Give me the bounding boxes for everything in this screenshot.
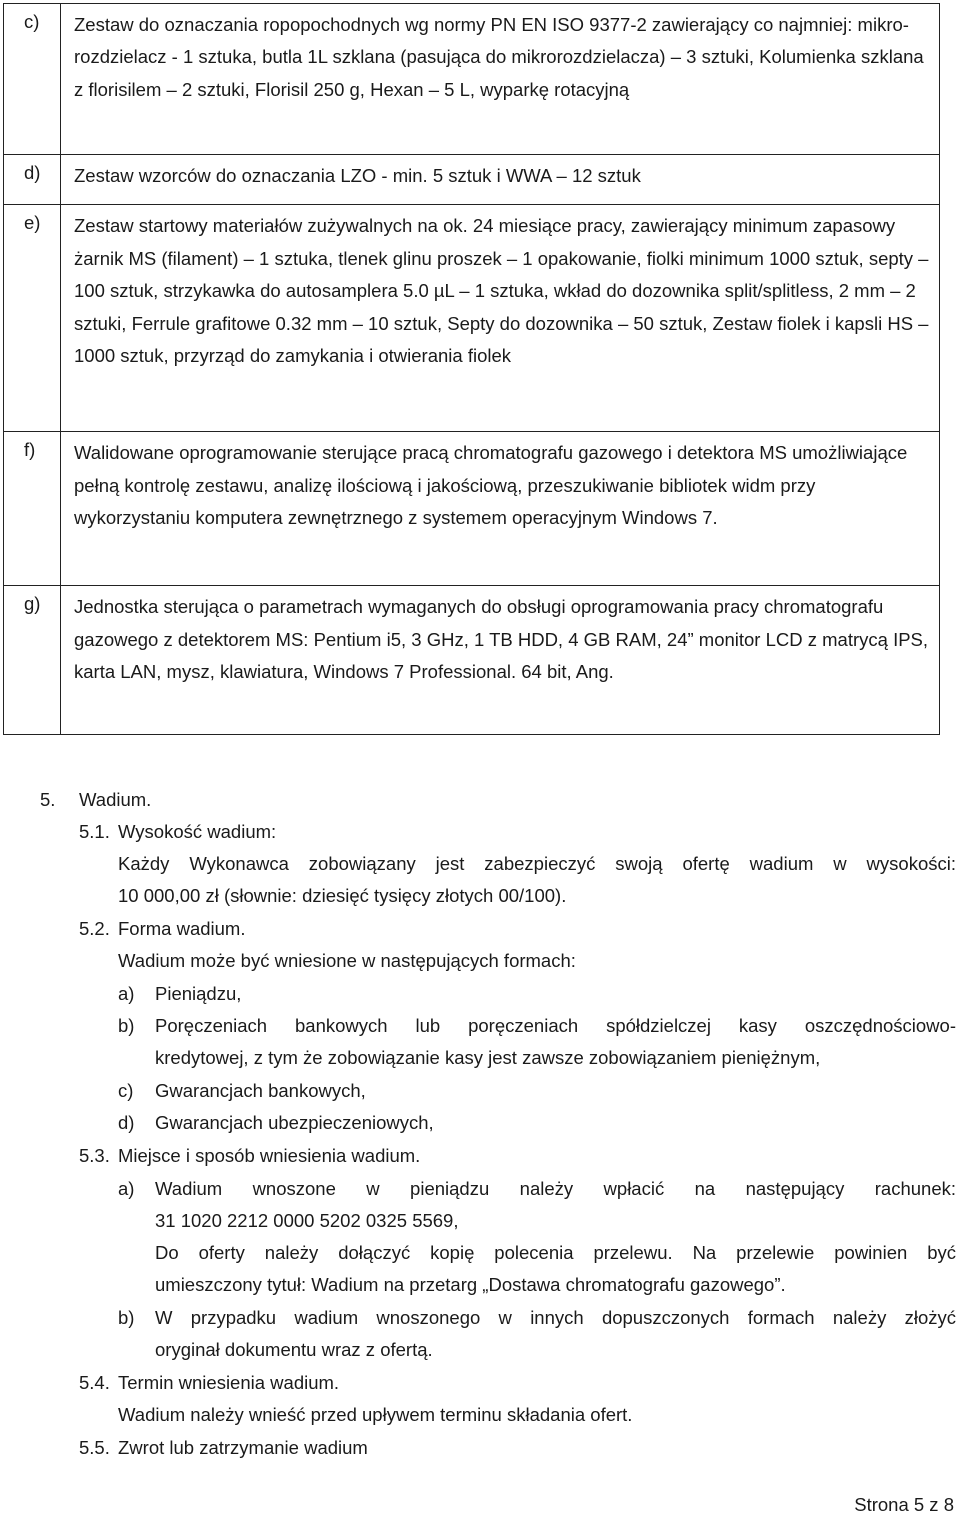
row-label: e) — [4, 205, 61, 432]
subsection-number: 5.3. — [79, 1145, 110, 1166]
list-marker: c) — [118, 1080, 134, 1101]
list-item: Wadium wnoszone w pieniądzu należy wpłacić na następujący rachunek: — [155, 1178, 956, 1199]
list-item: Pieniądzu, — [155, 983, 242, 1004]
row-text: Zestaw wzorców do oznaczania LZO - min. 5 sztuk i WWA – 12 sztuk — [61, 155, 940, 205]
list-item-cont: oryginał dokumentu wraz z ofertą. — [155, 1339, 433, 1360]
list-item: Gwarancjach bankowych, — [155, 1080, 366, 1101]
subsection-title: Miejsce i sposób wniesienia wadium. — [118, 1145, 421, 1166]
list-item-cont: Do oferty należy dołączyć kopię polecenia przelewu. Na przelewie powinien być — [155, 1242, 956, 1263]
subsection-number: 5.4. — [79, 1372, 110, 1393]
list-marker: a) — [118, 983, 135, 1004]
table-row — [4, 205, 940, 432]
paragraph: Wadium należy wnieść przed upływem terminu składania ofert. — [118, 1404, 633, 1425]
section-number: 5. — [40, 789, 56, 810]
paragraph: Każdy Wykonawca zobowiązany jest zabezpieczyć swoją ofertę wadium w wysokości: — [118, 853, 956, 874]
list-item-cont: kredytowej, z tym że zobowiązanie kasy jest zawsze zobowiązaniem pieniężnym, — [155, 1047, 821, 1068]
table-row — [4, 4, 940, 155]
list-item: Poręczeniach bankowych lub poręczeniach spółdzielczej kasy oszczędnościowo- — [155, 1015, 956, 1036]
equipment-table — [3, 3, 940, 735]
list-item: Gwarancjach ubezpieczeniowych, — [155, 1112, 434, 1133]
table-row — [4, 432, 940, 586]
table-row — [4, 586, 940, 735]
paragraph: Wadium może być wniesione w następujących formach: — [118, 950, 576, 971]
subsection-title: Termin wniesienia wadium. — [118, 1372, 340, 1393]
row-label: f) — [4, 432, 61, 586]
bank-account: 31 1020 2212 0000 5202 0325 5569, — [155, 1210, 459, 1231]
row-text: Zestaw startowy materiałów zużywalnych na ok. 24 miesiące pracy, zawierający minimum zapasowy żarnik MS (filament) – 1 sztuka, tlenek glinu proszek – 1 opakowanie, fiolki minimum 1000 sztuk, septy – 100 sztuk, strzykawka do autosamplera 5.0 µL – 1 sztuka, wkład do dozownika split/splitless, 2 mm – 2 sztuki, Ferrule grafitowe 0.32 mm – 10 sztuk, Septy do dozownika – 50 sztuk, Zestaw fiolek i kapsli HS – 1000 sztuk, przyrząd do zamykania i otwierania fiolek — [61, 205, 940, 432]
list-marker: b) — [118, 1015, 135, 1036]
paragraph: 10 000,00 zł (słownie: dziesięć tysięcy złotych 00/100). — [118, 885, 567, 906]
row-text: Walidowane oprogramowanie sterujące pracą chromatografu gazowego i detektora MS umożliwiające pełną kontrolę zestawu, analizę ilościową i jakościową, przeszukiwanie bibliotek widm przy wykorzystaniu komputera zewnętrznego z systemem operacyjnym Windows 7. — [61, 432, 940, 586]
row-label: g) — [4, 586, 61, 735]
subsection-title: Forma wadium. — [118, 918, 246, 939]
subsection-number: 5.1. — [79, 821, 110, 842]
subsection-title: Zwrot lub zatrzymanie wadium — [118, 1437, 368, 1458]
list-marker: b) — [118, 1307, 135, 1328]
subsection-number: 5.5. — [79, 1437, 110, 1458]
list-item-cont: umieszczony tytuł: Wadium na przetarg „Dostawa chromatografu gazowego”. — [155, 1274, 786, 1295]
list-marker: d) — [118, 1112, 135, 1133]
table-row — [4, 155, 940, 205]
list-marker: a) — [118, 1178, 135, 1199]
page-number: Strona 5 z 8 — [854, 1494, 954, 1515]
section-title: Wadium. — [79, 789, 152, 810]
subsection-number: 5.2. — [79, 918, 110, 939]
list-item: W przypadku wadium wnoszonego w innych dopuszczonych formach należy złożyć — [155, 1307, 956, 1328]
row-text: Zestaw do oznaczania ropopochodnych wg normy PN EN ISO 9377-2 zawierający co najmniej: mikro-rozdzielacz - 1 sztuka, butla 1L szklana (pasująca do mikrorozdzielacza) – 3 sztuki, Kolumienka szklana z florisilem – 2 sztuki, Florisil 250 g, Hexan – 5 L, wyparkę rotacyjną — [61, 4, 940, 155]
row-label: c) — [4, 4, 61, 155]
row-text: Jednostka sterująca o parametrach wymaganych do obsługi oprogramowania pracy chromatografu gazowego z detektorem MS: Pentium i5, 3 GHz, 1 TB HDD, 4 GB RAM, 24” monitor LCD z matrycą IPS, karta LAN, mysz, klawiatura, Windows 7 Professional. 64 bit, Ang. — [61, 586, 940, 735]
row-label: d) — [4, 155, 61, 205]
subsection-title: Wysokość wadium: — [118, 821, 277, 842]
